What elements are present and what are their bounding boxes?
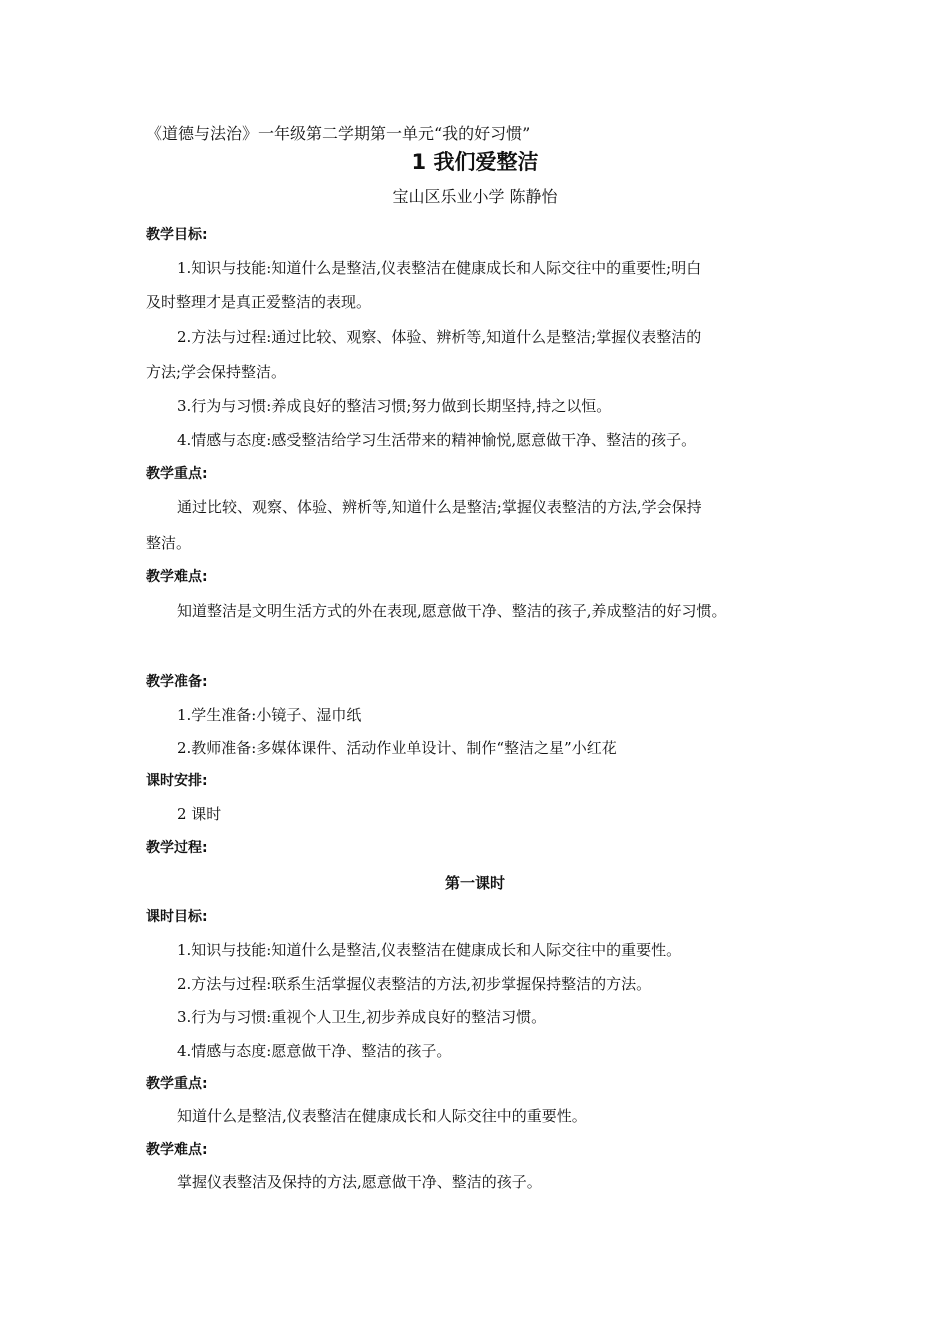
objective-3: 3.行为与习惯:养成良好的整洁习惯;努力做到长期坚持,持之以恒。	[177, 397, 612, 415]
session-key-text: 知道什么是整洁,仪表整洁在健康成长和人际交往中的重要性。	[177, 1107, 587, 1125]
difficulties-line-1: 知道整洁是文明生活方式的外在表现,愿意做干净、整洁的孩子,养成整洁的好习惯。	[177, 602, 727, 620]
session-objectives-heading: 课时目标:	[146, 909, 208, 925]
lesson-title: 1 我们爱整洁	[411, 150, 539, 174]
objective-2-line-2: 方法;学会保持整洁。	[146, 363, 287, 381]
schedule-heading: 课时安排:	[146, 773, 208, 789]
objectives-heading: 教学目标:	[146, 227, 208, 243]
objective-1-line-2: 及时整理才是真正爱整洁的表现。	[146, 293, 372, 311]
session-key-heading: 教学重点:	[146, 1076, 208, 1092]
process-heading: 教学过程:	[146, 840, 208, 856]
session-objective-3: 3.行为与习惯:重视个人卫生,初步养成良好的整洁习惯。	[177, 1008, 547, 1026]
preparation-heading: 教学准备:	[146, 674, 208, 690]
key-points-line-2: 整洁。	[146, 534, 192, 552]
session-difficulty-heading: 教学难点:	[146, 1142, 208, 1158]
session-objective-2: 2.方法与过程:联系生活掌握仪表整洁的方法,初步掌握保持整洁的方法。	[177, 975, 652, 993]
key-points-heading: 教学重点:	[146, 466, 208, 482]
objective-2-line-1: 2.方法与过程:通过比较、观察、体验、辨析等,知道什么是整洁;掌握仪表整洁的	[177, 328, 702, 346]
series-title: 《道德与法治》一年级第二学期第一单元“我的好习惯”	[146, 124, 531, 143]
session-objective-1: 1.知识与技能:知道什么是整洁,仪表整洁在健康成长和人际交往中的重要性。	[177, 941, 682, 959]
difficulties-heading: 教学难点:	[146, 569, 208, 585]
author-line: 宝山区乐业小学 陈静怡	[392, 187, 558, 206]
preparation-item-2: 2.教师准备:多媒体课件、活动作业单设计、制作“整洁之星”小红花	[177, 739, 617, 757]
key-points-line-1: 通过比较、观察、体验、辨析等,知道什么是整洁;掌握仪表整洁的方法,学会保持	[177, 498, 702, 516]
session-difficulty-text: 掌握仪表整洁及保持的方法,愿意做干净、整洁的孩子。	[177, 1173, 542, 1191]
objective-1-line-1: 1.知识与技能:知道什么是整洁,仪表整洁在健康成长和人际交往中的重要性;明白	[177, 259, 702, 277]
preparation-item-1: 1.学生准备:小镜子、湿巾纸	[177, 706, 362, 724]
session-objective-4: 4.情感与态度:愿意做干净、整洁的孩子。	[177, 1042, 452, 1060]
objective-4: 4.情感与态度:感受整洁给学习生活带来的精神愉悦,愿意做干净、整洁的孩子。	[177, 431, 697, 449]
schedule-value: 2 课时	[177, 805, 222, 823]
session-title: 第一课时	[444, 874, 505, 892]
